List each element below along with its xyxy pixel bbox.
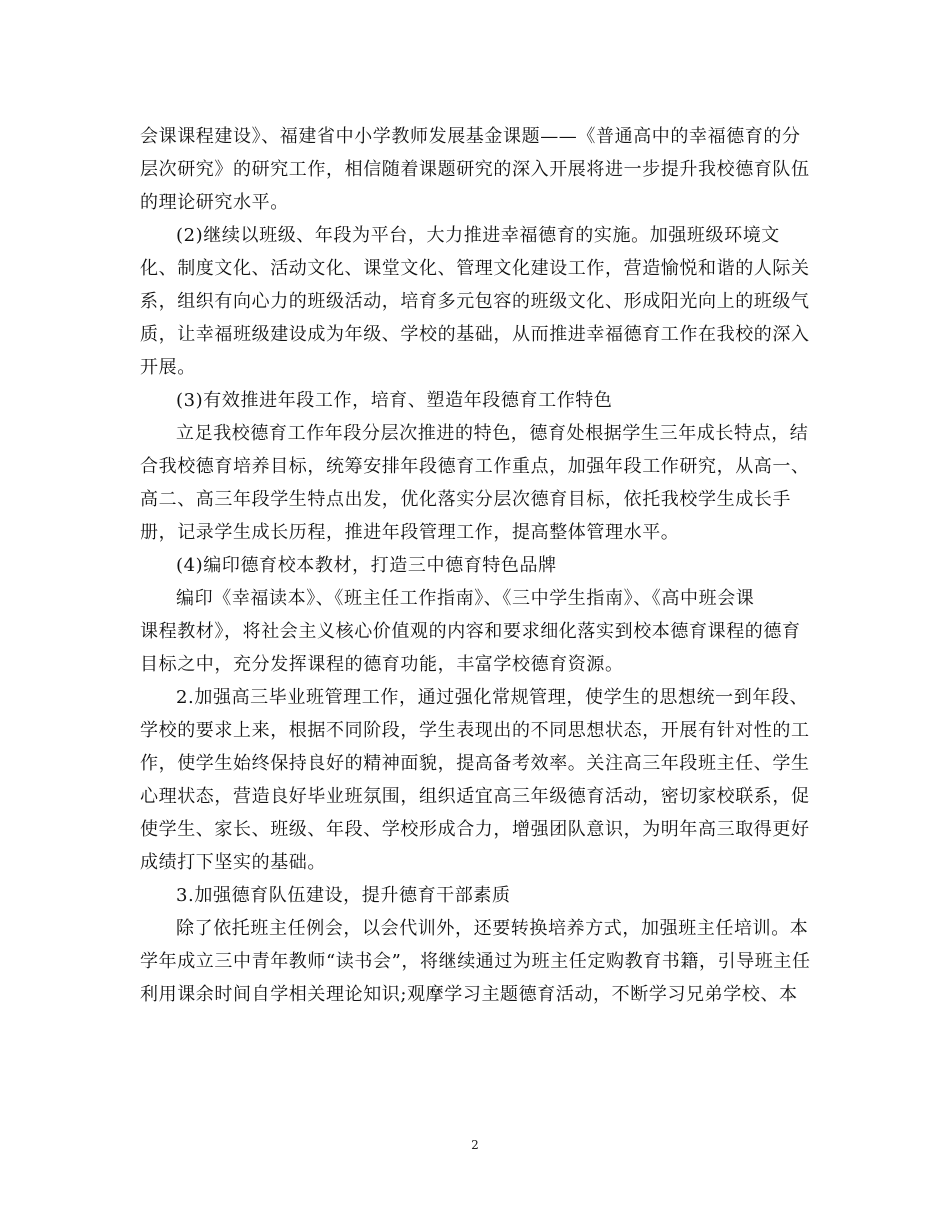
text-line: 册，记录学生成长历程，推进年段管理工作，提高整体管理水平。: [140, 522, 680, 543]
section-heading: (4)编印德育校本教材，打造三中德育特色品牌: [176, 555, 557, 576]
text-line: 合我校德育培养目标，统筹安排年段德育工作重点，加强年段工作研究，从高一、: [140, 456, 810, 477]
text-line: 层次研究》的研究工作，相信随着课题研究的深入开展将进一步提升我校德育队伍: [140, 159, 810, 180]
text-line: 作，使学生始终保持良好的精神面貌，提高备考效率。关注高三年段班主任、学生: [140, 753, 810, 774]
text-line: 除了依托班主任例会，以会代训外，还要转换培养方式，加强班主任培训。本: [176, 918, 809, 939]
text-line: 的理论研究水平。: [140, 192, 289, 213]
text-line: 质，让幸福班级建设成为年级、学校的基础，从而推进幸福德育工作在我校的深入: [140, 324, 810, 345]
document-body: [140, 120, 812, 1011]
text-line: 学年成立三中青年教师“读书会”，将继续通过为班主任定购教育书籍，引导班主任: [140, 951, 811, 972]
text-line: 心理状态，营造良好毕业班氛围，组织适宜高三年级德育活动，密切家校联系，促: [140, 786, 810, 807]
text-line: (2)继续以班级、年段为平台，大力推进幸福德育的实施。加强班级环境文: [176, 225, 780, 246]
text-line: 化、制度文化、活动文化、课堂文化、管理文化建设工作，营造愉悦和谐的人际关: [140, 258, 810, 279]
section-heading: (3)有效推进年段工作，培育、塑造年段德育工作特色: [176, 390, 613, 411]
text-line: 立足我校德育工作年段分层次推进的特色，德育处根据学生三年成长特点，结: [176, 423, 809, 444]
text-line: 成绩打下坚实的基础。: [140, 852, 326, 873]
text-line: 学校的要求上来，根据不同阶段，学生表现出的不同思想状态，开展有针对性的工: [140, 720, 810, 741]
text-line: 开展。: [140, 357, 196, 378]
section-heading: 3.加强德育队伍建设，提升德育干部素质: [176, 885, 511, 906]
page-number: 2: [471, 1138, 479, 1152]
text-line: 会课课程建设》、福建省中小学教师发展基金课题——《普通高中的幸福德育的分: [140, 126, 801, 147]
text-line: 高二、高三年段学生特点出发，优化落实分层次德育目标，依托我校学生成长手: [140, 489, 791, 510]
text-line: 课程教材》，将社会主义核心价值观的内容和要求细化落实到校本德育课程的德育: [140, 621, 801, 642]
text-line: 系，组织有向心力的班级活动，培育多元包容的班级文化、形成阳光向上的班级气: [140, 291, 810, 312]
text-line: 使学生、家长、班级、年段、学校形成合力，增强团队意识，为明年高三取得更好: [140, 819, 810, 840]
text-line: 利用课余时间自学相关理论知识;观摩学习主题德育活动，不断学习兄弟学校、本: [140, 984, 798, 1005]
text-line: 目标之中，充分发挥课程的德育功能，丰富学校德育资源。: [140, 654, 624, 675]
text-line: 2.加强高三毕业班管理工作，通过强化常规管理，使学生的思想统一到年段、: [176, 687, 809, 708]
text-line: 编印《幸福读本》、《班主任工作指南》、《三中学生指南》、《高中班会课: [176, 588, 755, 609]
